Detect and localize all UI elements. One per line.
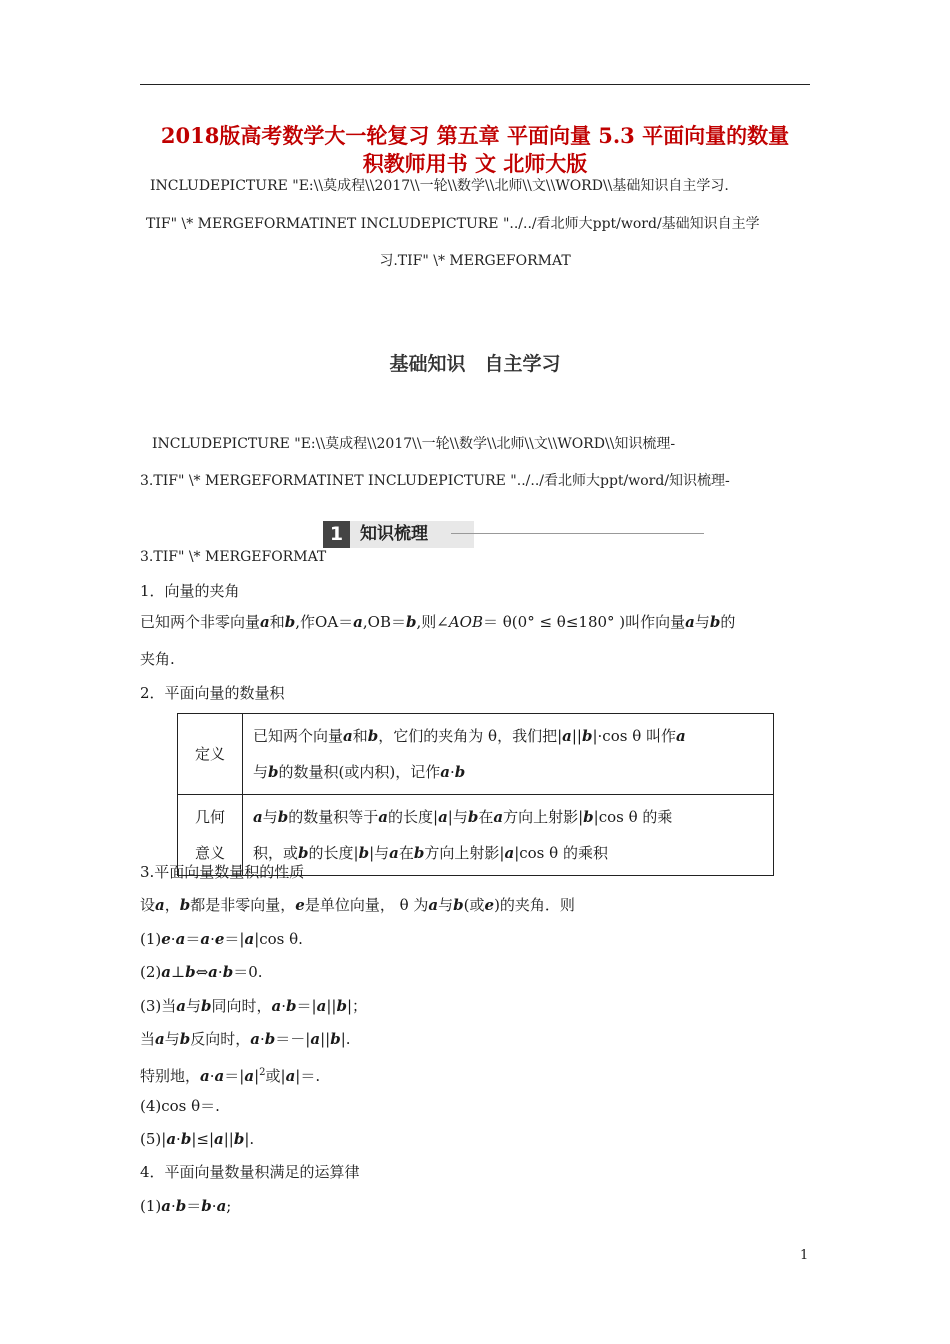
include-field-1-line3: 习.TIF" \* MERGEFORMAT xyxy=(379,253,571,269)
s3-intro: 设a，b都是非零向量，e是单位向量， θ 为a与b(或e)的夹角．则 xyxy=(140,896,575,914)
s3-special-case: 特别地，$a\cdot a=|a|^2$或|a|＝. xyxy=(140,1067,321,1085)
s3-property-3a: (3)当a与b同向时，a·b＝|a||b|； xyxy=(140,997,367,1015)
s3-heading: 3.平面向量数量积的性质 xyxy=(140,863,305,881)
table-key-definition: 定义 xyxy=(178,714,243,795)
document-title-line2: 积教师用书 文 北师大版 xyxy=(362,151,588,176)
section-heading: 基础知识 自主学习 xyxy=(389,353,561,375)
badge-number: 1 xyxy=(323,521,350,548)
s3-property-5: (5)|a·b|≤|a||b|. xyxy=(140,1130,255,1148)
table-row-definition xyxy=(178,714,774,795)
s2-heading: 2．平面向量的数量积 xyxy=(140,684,285,702)
badge-label: 知识梳理 xyxy=(350,521,474,548)
s1-paragraph-line1: 已知两个非零向量a和b,作OA＝a,OB＝b,则∠AOB＝ θ(0° ≤ θ≤180° )叫作向量a与b的 xyxy=(140,613,736,631)
badge-rule xyxy=(451,533,704,534)
include-field-1-line1: INCLUDEPICTURE "E:\\莫成程\\2017\\一轮\\数学\\北师\\文\\WORD\\基础知识自主学习. xyxy=(150,178,729,194)
s3-property-1: (1)e·a＝a·e＝|a|cos θ. xyxy=(140,930,303,948)
include-field-1-line2: TIF" \* MERGEFORMATINET INCLUDEPICTURE "../../看北师大ppt/word/基础知识自主学 xyxy=(146,216,760,232)
document-title-line1: 2018版高考数学大一轮复习 第五章 平面向量 5.3 平面向量的数量 xyxy=(160,123,790,148)
s3-property-3b: 当a与b反向时，a·b＝－|a||b|. xyxy=(140,1030,351,1048)
s1-paragraph-line2: 夹角. xyxy=(140,650,175,668)
include-field-2-line1: INCLUDEPICTURE "E:\\莫成程\\2017\\一轮\\数学\\北师\\文\\WORD\\知识梳理- xyxy=(152,436,676,452)
dot-product-table xyxy=(177,713,774,876)
include-field-2-line2: 3.TIF" \* MERGEFORMATINET INCLUDEPICTURE "../../看北师大ppt/word/知识梳理- xyxy=(140,473,730,489)
header-rule xyxy=(140,84,810,85)
s3-property-2: (2)a⊥b⇔a·b＝0. xyxy=(140,963,263,981)
table-value-definition: 已知两个向量a和b，它们的夹角为 θ，我们把|a||b|·cos θ 叫作a 与b的数量积(或内积)，记作a·b xyxy=(243,714,774,795)
s4-law-1: (1)a·b＝b·a; xyxy=(140,1197,232,1215)
page-number: 1 xyxy=(800,1248,809,1263)
s3-property-4: (4)cos θ＝. xyxy=(140,1097,220,1115)
table-value-geometric-meaning: a与b的数量积等于a的长度|a|与b在a方向上射影|b|cos θ 的乘 积，或b的长度|b|与a在b方向上射影|a|cos θ 的乘积 xyxy=(243,795,774,876)
table-key-geometric-meaning: 几何 意义 xyxy=(178,795,243,876)
s1-heading: 1．向量的夹角 xyxy=(140,582,240,600)
s4-heading: 4．平面向量数量积满足的运算律 xyxy=(140,1163,360,1181)
include-field-2-line3: 3.TIF" \* MERGEFORMAT xyxy=(140,549,327,565)
